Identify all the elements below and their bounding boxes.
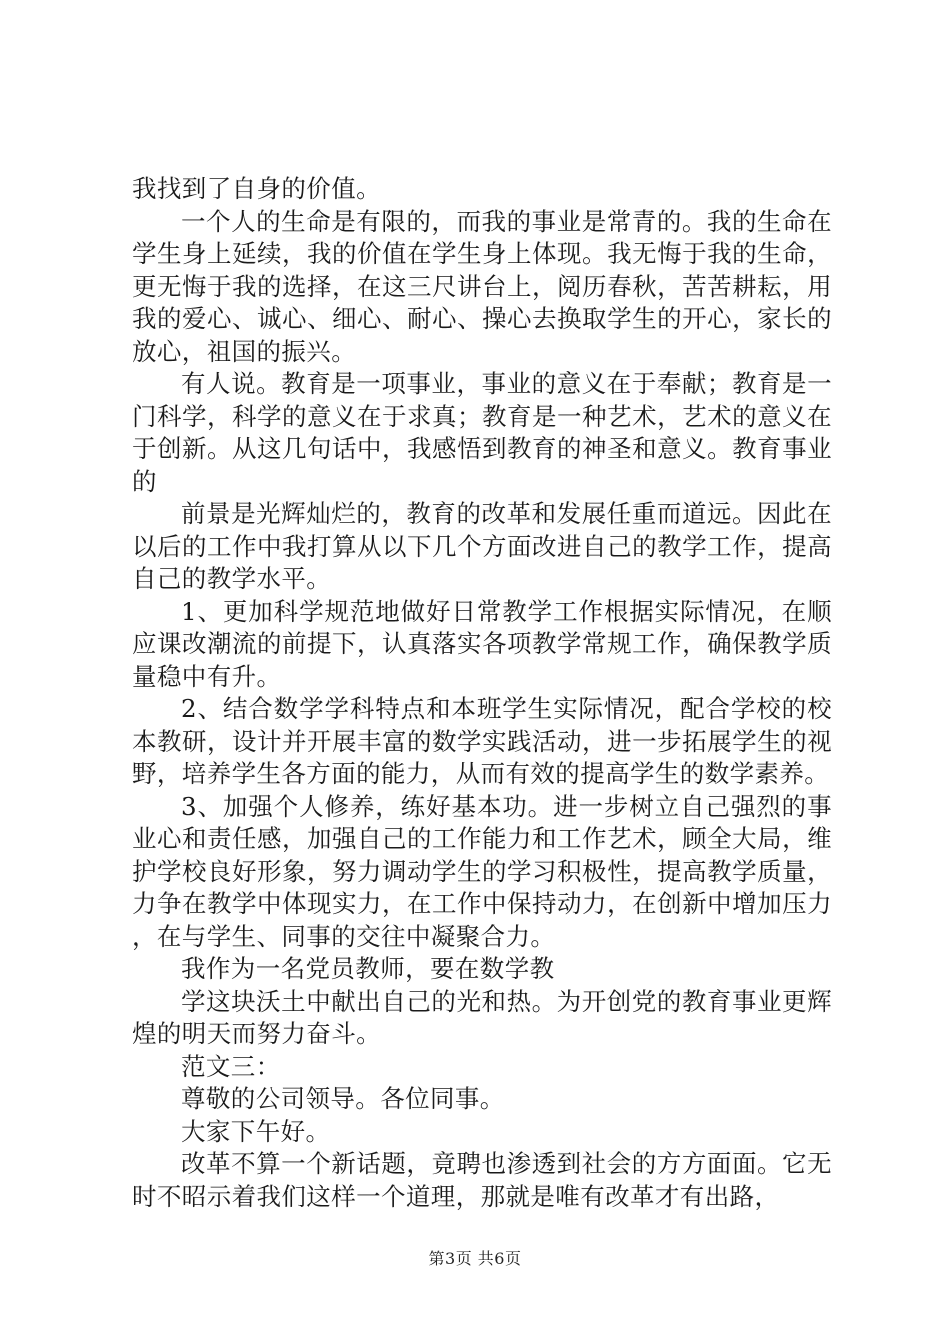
paragraph-8: 我作为一名党员教师，要在数学教 — [181, 954, 555, 983]
paragraph-11: 尊敬的公司领导。各位同事。 — [181, 1084, 505, 1113]
paragraph-13: 改革不算一个新话题，竟聘也渗透到社会的方方面面。它无时不昭示着我们这样一个道理，那就是唯有改革才有出路， — [132, 1149, 832, 1211]
paragraph-7: 3、加强个人修养，练好基本功。进一步树立自己强烈的事业心和责任感，加强自己的工作能力和工作艺术，顾全大局，维护学校良好形象，努力调动学生的学习积极性，提高教学质量，力争在教学中体现实力，在工作中保持动力，在创新中增加压力，在与学生、同事的交往中凝聚合力。 — [132, 791, 832, 951]
page-footer: 第3页 共6页 — [428, 1249, 522, 1268]
document-body — [132, 173, 832, 1213]
paragraph-9: 学这块沃土中献出自己的光和热。为开创党的教育事业更辉煌的明天而努力奋斗。 — [132, 986, 832, 1048]
paragraph-10: 范文三： — [181, 1051, 281, 1081]
paragraph-2: 一个人的生命是有限的，而我的事业是常青的。我的生命在学生身上延续，我的价值在学生身上体现。我无悔于我的生命，更无悔于我的选择，在这三尺讲台上，阅历春秋，苦苦耕耘，用我的爱心、诚心、细心、耐心、操心去换取学生的开心，家长的放心，祖国的振兴。 — [132, 206, 832, 366]
paragraph-3: 有人说。教育是一项事业，事业的意义在于奉献；教育是一门科学，科学的意义在于求真；教育是一种艺术，艺术的意义在于创新。从这几句话中，我感悟到教育的神圣和意义。教育事业的 — [132, 369, 832, 496]
paragraph-1: 我找到了自身的价值。 — [132, 174, 381, 203]
paragraph-4: 前景是光辉灿烂的，教育的改革和发展任重而道远。因此在以后的工作中我打算从以下几个方面改进自己的教学工作，提高自己的教学水平。 — [132, 499, 832, 593]
paragraph-12: 大家下午好。 — [181, 1116, 331, 1146]
paragraph-6: 2、结合数学学科特点和本班学生实际情况，配合学校的校本教研，设计并开展丰富的数学实践活动，进一步拓展学生的视野，培养学生各方面的能力，从而有效的提高学生的数学素养。 — [132, 694, 832, 788]
paragraph-5: 1、更加科学规范地做好日常教学工作根据实际情况，在顺应课改潮流的前提下，认真落实各项教学常规工作，确保教学质量稳中有升。 — [132, 596, 832, 691]
